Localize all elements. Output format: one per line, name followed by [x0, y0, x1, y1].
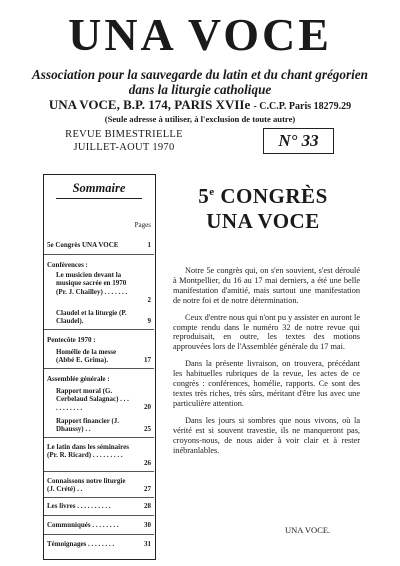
- toc-heading-pentecote: Pentecôte 1970 :: [47, 336, 96, 344]
- toc-entry-connaissons: Connaissons notre liturgie (J. Crété) . .: [47, 477, 126, 494]
- article-signature: UNA VOCE.: [285, 525, 331, 535]
- association-subtitle: Association pour la sauvegarde du latin et du chant grégorien dans la liturgie catholique: [32, 67, 368, 97]
- title-word: CONGRÈS: [214, 184, 328, 208]
- toc-divider: [44, 515, 154, 516]
- contents-title-rule: [56, 198, 142, 199]
- title-number: 5: [198, 184, 210, 208]
- toc-heading-assemblee: Assemblée générale :: [47, 375, 110, 383]
- toc-entry-temoignages: Témoignages . . . . . . . .: [47, 540, 115, 548]
- toc-divider: [44, 437, 154, 438]
- toc-entry-homelie: Homélie de la messe (Abbé E. Grima).: [56, 348, 117, 365]
- article-paragraph: Notre 5e congrès qui, on s'en souvient, s'est déroulé à Montpellier, du 16 au 17 mai derniers, a été une belle manifestation d'amitié, mais surtout une manifestation de notre foi et de notre détermination.: [173, 266, 360, 305]
- article-title: [163, 180, 363, 234]
- toc-page-temoignages: 31: [144, 540, 151, 548]
- toc-divider: [44, 497, 154, 498]
- toc-divider: [44, 534, 154, 535]
- address-main: UNA VOCE, B.P. 174, PARIS XVIIe: [48, 97, 251, 112]
- address-note: (Seule adresse à utiliser, à l'exclusion de toute autre): [104, 114, 296, 124]
- postal-address: [0, 97, 400, 114]
- toc-entry-claudel: Claudel et la liturgie (P. Claudel).: [56, 309, 127, 326]
- masthead-title: UNA VOCE: [68, 9, 332, 60]
- title-superscript: e: [209, 186, 215, 198]
- toc-entry-rapport-moral: Rapport moral (G. Cerbelaud Salagnac) . . . . . . . . . . .: [56, 387, 129, 412]
- toc-divider: [44, 254, 154, 255]
- article-paragraph: Ceux d'entre nous qui n'ont pu y assister en auront le compte rendu dans le numéro 32 de notre revue qui reproduisait, en outre, les textes des motions approuvées lors de l'Assemblée générale du 17 mai.: [173, 312, 360, 352]
- toc-entry-congres: 5e Congrès UNA VOCE: [47, 241, 119, 249]
- toc-entry-livres: Les livres . . . . . . . . . .: [47, 502, 111, 510]
- issue-number: N° 33: [263, 128, 334, 154]
- contents-title: Sommaire: [72, 181, 126, 195]
- table-of-contents: [43, 174, 156, 560]
- article-title-line1: [163, 180, 363, 209]
- address-ccp: - C.C.P. Paris 18279.29: [253, 101, 352, 112]
- article-paragraph: Dans les jours si sombres que nous vivons, où la vérité est si souvent travestie, ils ne manqueront pas, croyons-nous, de nous aider à voir clair et à rester inébranlables.: [173, 415, 360, 455]
- toc-page-musicien: 2: [147, 296, 151, 304]
- revue-info: [59, 128, 189, 154]
- toc-page-latin: 26: [144, 459, 151, 467]
- article-body: [173, 266, 360, 462]
- toc-page-homelie: 17: [144, 356, 151, 364]
- article-title-line2: UNA VOCE: [206, 209, 320, 233]
- toc-page-claudel: 9: [147, 317, 151, 325]
- toc-divider: [44, 368, 154, 369]
- revue-date: JUILLET-AOUT 1970: [73, 142, 175, 153]
- pages-label: Pages: [134, 221, 151, 229]
- toc-heading-conferences: Conférences :: [47, 261, 88, 269]
- toc-page-rapport-financier: 25: [144, 425, 151, 433]
- toc-entry-communiques: Communiqués . . . . . . . .: [47, 521, 119, 529]
- toc-entry-musicien: Le musicien devant la musique sacrée en 1970 (Pr. J. Chailley) . . . . . . .: [56, 271, 128, 296]
- toc-page-connaissons: 27: [144, 485, 151, 493]
- toc-page-livres: 28: [144, 502, 151, 510]
- toc-page-communiques: 30: [144, 521, 151, 529]
- toc-entry-rapport-financier: Rapport financier (J. Dhaussy) . .: [56, 417, 120, 434]
- toc-divider: [44, 471, 154, 472]
- article-paragraph: Dans la présente livraison, on trouvera, précédant les habituelles rubriques de la revue, les actes de ce congrès : conférences, homélie, rapports. Ce sont des textes très riches, très sûrs, méritant d'être lus avec une particulière attention.: [173, 359, 360, 408]
- toc-page-congres: 1: [147, 241, 151, 249]
- toc-entry-latin: Le latin dans les séminaires (Pr. R. Ricard) . . . . . . . . .: [47, 443, 129, 460]
- toc-divider: [44, 329, 154, 330]
- revue-frequency: REVUE BIMESTRIELLE: [65, 129, 183, 140]
- toc-page-rapport-moral: 20: [144, 403, 151, 411]
